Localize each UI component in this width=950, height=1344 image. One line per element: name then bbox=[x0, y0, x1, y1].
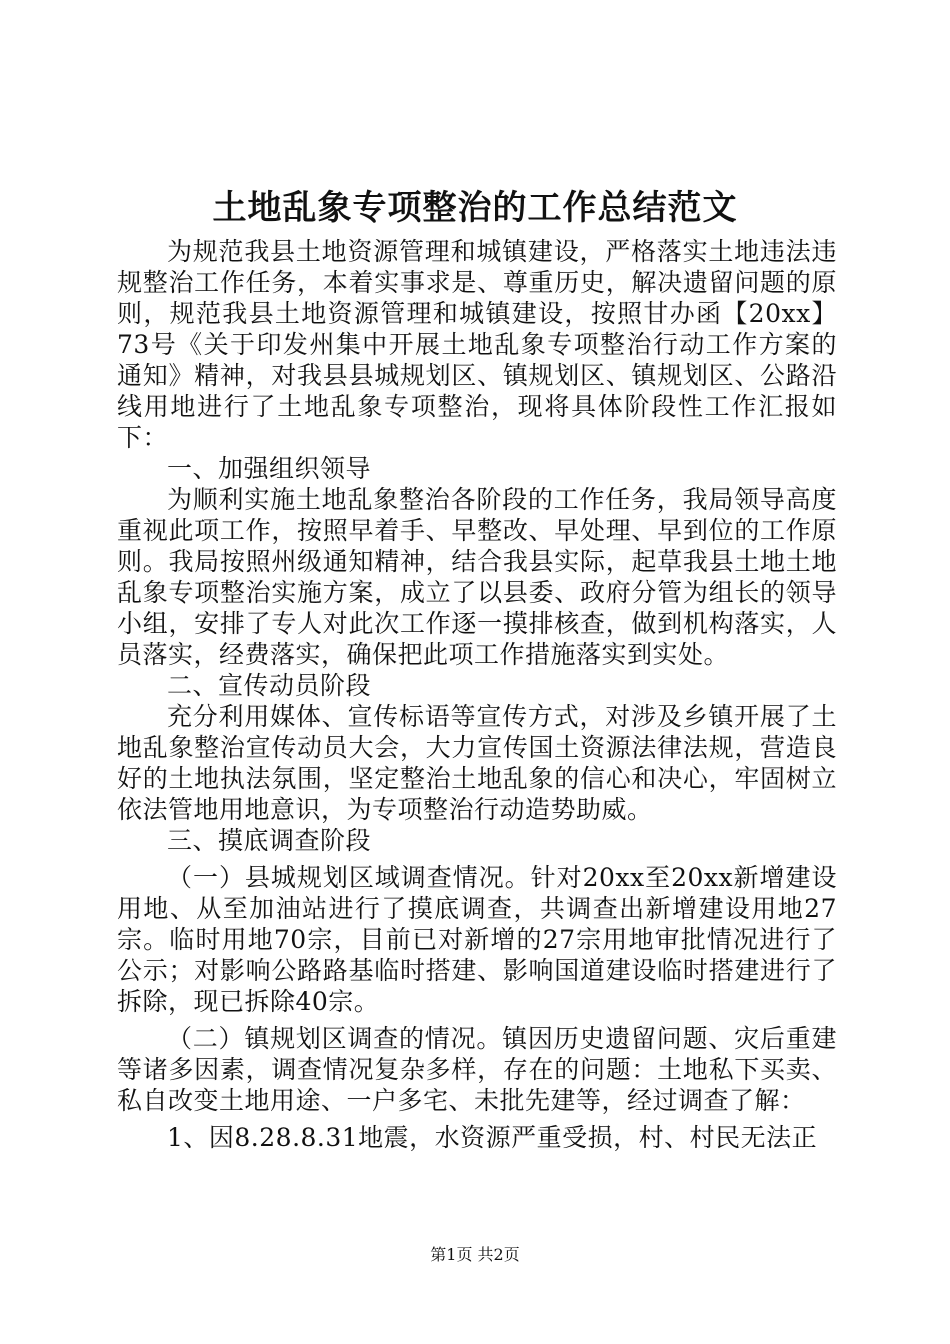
document-body bbox=[117, 236, 837, 1153]
paragraph-intro: 为规范我县土地资源管理和城镇建设，严格落实土地违法违规整治工作任务，本着实事求是、尊重历史，解决遗留问题的原则，规范我县土地资源管理和城镇建设，按照甘办函【20xx】73号《关于印发州集中开展土地乱象专项整治行动工作方案的通知》精神，对我县县城规划区、镇规划区、镇规划区、公路沿线用地进行了土地乱象专项整治，现将具体阶段性工作汇报如下： bbox=[117, 237, 837, 452]
page-number-footer: 第1页 共2页 bbox=[430, 1245, 520, 1264]
document-title: 土地乱象专项整治的工作总结范文 bbox=[212, 188, 738, 228]
paragraph-subsection-1: （一）县城规划区域调查情况。针对20xx至20xx新增建设用地、从至加油站进行了摸底调查，共调查出新增建设用地27宗。临时用地70宗，目前已对新增的27宗用地审批情况进行了公示；对影响公路路基临时搭建、影响国道建设临时搭建进行了拆除，现已拆除40宗。 bbox=[117, 863, 837, 1016]
paragraph-item-1: 1、因8.28.8.31地震，水资源严重受损，村、村民无法正 bbox=[167, 1123, 818, 1152]
heading-section-1: 一、加强组织领导 bbox=[167, 454, 372, 483]
heading-section-3: 三、摸底调查阶段 bbox=[167, 826, 372, 855]
heading-section-2: 二、宣传动员阶段 bbox=[167, 671, 372, 700]
paragraph-subsection-2: （二）镇规划区调查的情况。镇因历史遗留问题、灾后重建等诸多因素，调查情况复杂多样，存在的问题：土地私下买卖、私自改变土地用途、一户多宅、未批先建等，经过调查了解： bbox=[117, 1024, 837, 1115]
paragraph-section-1: 为顺利实施土地乱象整治各阶段的工作任务，我局领导高度重视此项工作，按照早着手、早整改、早处理、早到位的工作原则。我局按照州级通知精神，结合我县实际，起草我县土地土地乱象专项整治实施方案，成立了以县委、政府分管为组长的领导小组，安排了专人对此次工作逐一摸排核查，做到机构落实，人员落实，经费落实，确保把此项工作措施落实到实处。 bbox=[117, 485, 837, 669]
paragraph-section-2: 充分利用媒体、宣传标语等宣传方式，对涉及乡镇开展了土地乱象整治宣传动员大会，大力宣传国土资源法律法规，营造良好的土地执法氛围，坚定整治土地乱象的信心和决心，牢固树立依法管地用地意识，为专项整治行动造势助威。 bbox=[117, 702, 837, 824]
